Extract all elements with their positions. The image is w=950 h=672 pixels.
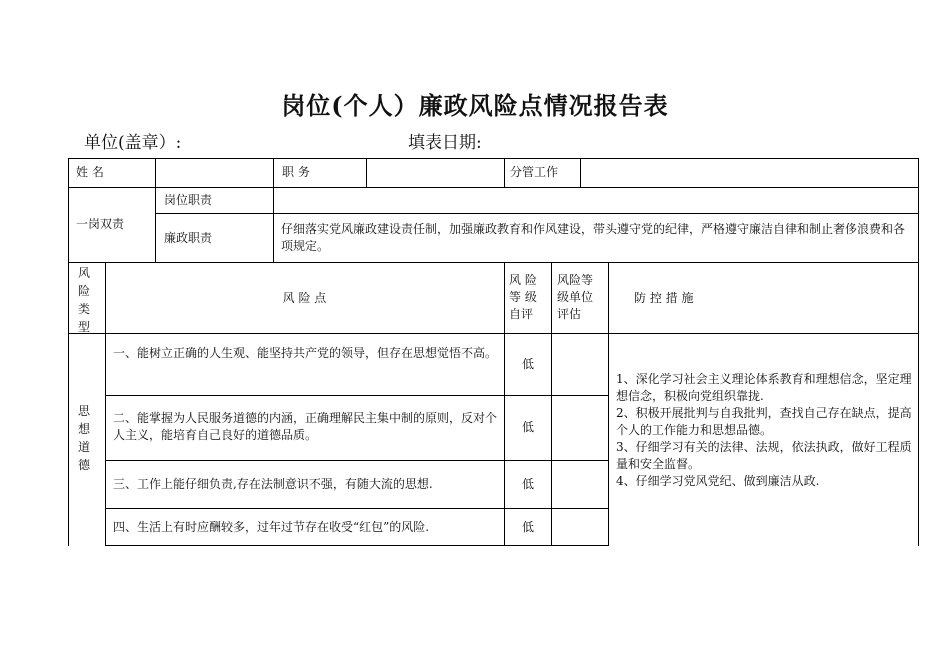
table-line bbox=[608, 262, 609, 546]
table-line bbox=[551, 262, 552, 546]
table-line bbox=[105, 395, 608, 396]
risk-point-4: 四、生活上有时应酬较多，过年过节存在收受“红包”的风险. bbox=[113, 520, 430, 534]
table-line bbox=[504, 262, 505, 546]
risk-level-3: 低 bbox=[521, 477, 534, 491]
table-line bbox=[68, 158, 69, 546]
table-line bbox=[155, 213, 919, 214]
table-line bbox=[366, 158, 367, 187]
table-line bbox=[105, 545, 608, 546]
risk-level-2: 低 bbox=[521, 420, 534, 434]
risk-report-table bbox=[68, 158, 919, 546]
fill-date-label: 填表日期: bbox=[408, 133, 482, 153]
page-title: 岗位(个人）廉政风险点情况报告表 bbox=[281, 91, 669, 120]
risk-level-1: 低 bbox=[521, 357, 534, 371]
clean-duty-label: 廉政职责 bbox=[164, 231, 213, 245]
self-eval-header: 风 险 等 级 自评 bbox=[509, 273, 537, 321]
name-label: 姓 名 bbox=[76, 165, 104, 179]
risk-category: 思想道德 bbox=[77, 404, 90, 472]
table-line bbox=[918, 158, 919, 546]
risk-point-1: 一、能树立正确的人生观、能坚持共产党的领导，但存在思想觉悟不高。 bbox=[113, 346, 498, 360]
table-line bbox=[68, 262, 919, 263]
measures-header: 防 控 措 施 bbox=[634, 291, 694, 305]
control-measures: 1、深化学习社会主义理论体系教育和理想信念，坚定理想信念，积极向党组织靠拢. 2、积极开展批判与自我批判，查找自己存在缺点，提高个人的工作能力和思想品德。 3、仔细学习有关的法律、法规，依法执政，做好工程质量和安全监督。 4、仔细学习党风党纪、做到廉洁从政. bbox=[616, 372, 912, 488]
charge-label: 分管工作 bbox=[510, 165, 559, 179]
unit-seal-label: 单位(盖章）: bbox=[84, 133, 182, 153]
table-line bbox=[105, 508, 608, 509]
table-line bbox=[155, 158, 156, 262]
table-line bbox=[504, 158, 505, 187]
table-line bbox=[105, 460, 608, 461]
risk-type-header: 风险类型 bbox=[77, 266, 90, 334]
unit-eval-header: 风险等 级单位 评估 bbox=[557, 273, 594, 321]
risk-point-3: 三、工作上能仔细负责,存在法制意识不强，有随大流的思想. bbox=[113, 477, 433, 491]
risk-level-4: 低 bbox=[521, 520, 534, 534]
risk-point-2: 二、能掌握为人民服务道德的内涵，正确理解民主集中制的原则，反对个人主义，能培育自己良好的道德品质。 bbox=[113, 411, 498, 442]
table-line bbox=[273, 158, 274, 262]
risk-point-header: 风 险 点 bbox=[282, 291, 327, 305]
table-line bbox=[68, 187, 919, 188]
position-label: 职 务 bbox=[282, 165, 310, 179]
duty-group-label: 一岗双责 bbox=[76, 217, 125, 231]
table-line bbox=[580, 158, 581, 187]
table-line bbox=[68, 333, 919, 334]
post-duty-label: 岗位职责 bbox=[164, 193, 213, 207]
table-line bbox=[68, 158, 919, 159]
clean-duty-text: 仔细落实党风廉政建设责任制，加强廉政教育和作风建设，带头遵守党的纪律，严格遵守廉洁自律和制止奢侈浪费和各项规定。 bbox=[281, 222, 906, 253]
